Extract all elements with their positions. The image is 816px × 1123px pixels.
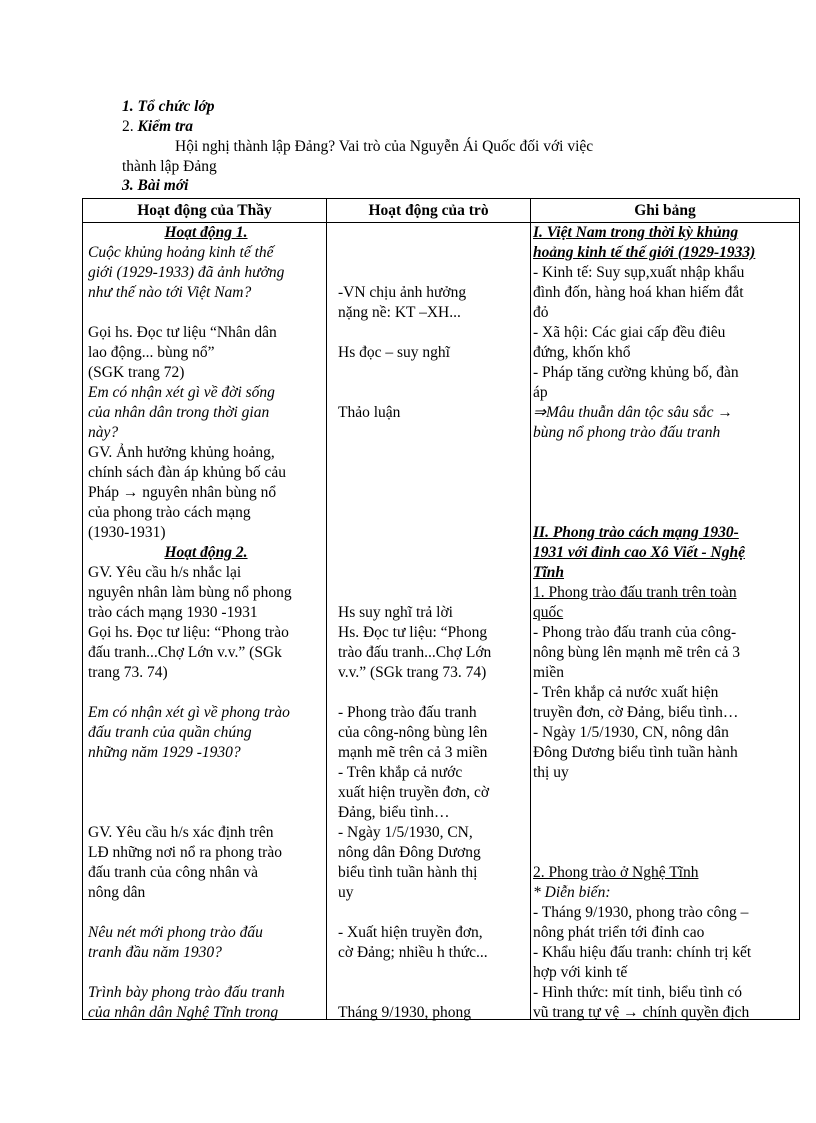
section-check-number: 2.: [122, 118, 138, 135]
col1-line: [88, 963, 324, 983]
col3-line: [533, 823, 797, 843]
col3-line: I. Việt Nam trong thời kỳ khủng: [533, 224, 739, 241]
col2-line: [338, 523, 528, 543]
col3-line: bùng nổ phong trào đấu tranh: [533, 424, 721, 441]
col1-line: [88, 763, 324, 783]
col2-line: -VN chịu ảnh hưởng: [338, 284, 467, 301]
col1-line: này?: [88, 424, 119, 441]
col2-line: Đảng, biểu tình…: [338, 804, 450, 821]
header-teacher: Hoạt động của Thầy: [137, 202, 272, 219]
col2-line: [338, 563, 528, 583]
board-column: [533, 223, 797, 1023]
col2-line: [338, 483, 528, 503]
col3-line: - Xã hội: Các giai cấp đều điêu: [533, 324, 726, 341]
col1-line: trang 73. 74): [88, 664, 168, 681]
col3-line: [533, 443, 797, 463]
col3-line: [533, 483, 797, 503]
col2-line: v.v.” (SGk trang 73. 74): [338, 664, 487, 681]
col2-line: cờ Đảng; nhiều h thức...: [338, 944, 488, 961]
col1-line: nguyên nhân làm bùng nổ phong: [88, 584, 292, 601]
col3-line: miền: [533, 664, 564, 681]
col2-line: [338, 223, 528, 243]
col2-line: Hs suy nghĩ trả lời: [338, 604, 453, 621]
col3-line: đỏ: [533, 304, 549, 321]
col1-line: [88, 783, 324, 803]
col1-line: nông dân: [88, 884, 146, 901]
col2-line: biểu tình tuần hành thị: [338, 864, 478, 881]
section-org-class: 1. Tổ chức lớp: [122, 98, 215, 115]
col3-line: 1. Phong trào đấu tranh trên toàn: [533, 584, 737, 601]
col1-line: như thế nào tới Việt Nam?: [88, 284, 252, 301]
col1-line: Cuộc khủng hoảng kinh tế thế: [88, 244, 274, 261]
col1-line: [88, 803, 324, 823]
lesson-table: [82, 198, 800, 1020]
col3-line: * Diễn biến:: [533, 884, 611, 901]
col1-line: [88, 903, 324, 923]
col3-line: [533, 783, 797, 803]
header-board: Ghi bảng: [634, 202, 696, 219]
col1-line: của nhân dân Nghệ Tĩnh trong: [88, 1004, 279, 1021]
col1-line: Em có nhận xét gì về đời sống: [88, 384, 275, 401]
col2-line: của công-nông bùng lên: [338, 724, 488, 741]
col1-line: đấu tranh của công nhân và: [88, 864, 259, 881]
col3-line: ⇒Mâu thuẫn dân tộc sâu sắc →: [533, 404, 733, 421]
col2-line: [338, 363, 528, 383]
col3-line: đứng, khốn khổ: [533, 344, 631, 361]
col2-line: [338, 503, 528, 523]
col3-line: - Pháp tăng cường khủng bố, đàn: [533, 364, 739, 381]
col2-line: - Trên khắp cả nước: [338, 764, 463, 781]
col2-line: [338, 383, 528, 403]
col2-line: [338, 683, 528, 703]
col1-line: Nêu nét mới phong trào đấu: [88, 924, 263, 941]
col2-line: [338, 903, 528, 923]
col3-line: - Hình thức: mít tinh, biểu tình có: [533, 984, 743, 1001]
col3-line: Đông Dương biểu tình tuần hành: [533, 744, 738, 761]
col2-line: [338, 423, 528, 443]
col3-line: II. Phong trào cách mạng 1930-: [533, 524, 739, 541]
section-check: [122, 117, 193, 137]
col2-line: [338, 583, 528, 603]
col2-line: - Xuất hiện truyền đơn,: [338, 924, 483, 941]
col3-line: Tĩnh: [533, 564, 565, 581]
col1-line: [88, 683, 324, 703]
col1-line: Gọi hs. Đọc tư liệu: “Phong trào: [88, 624, 289, 641]
col1-line: đấu tranh...Chợ Lớn v.v.” (SGk: [88, 644, 282, 661]
col1-line: tranh đầu năm 1930?: [88, 944, 222, 961]
col1-line: Gọi hs. Đọc tư liệu “Nhân dân: [88, 324, 277, 341]
col1-line: (SGK trang 72): [88, 364, 185, 381]
col3-line: vũ trang tự vệ → chính quyền địch: [533, 1004, 750, 1021]
col3-line: đình đốn, hàng hoá khan hiếm đắt: [533, 284, 744, 301]
col1-line: trào cách mạng 1930 -1931: [88, 604, 258, 621]
col3-line: truyền đơn, cờ Đảng, biểu tình…: [533, 704, 739, 721]
col3-line: - Khẩu hiệu đấu tranh: chính trị kết: [533, 944, 752, 961]
col1-line: của nhân dân trong thời gian: [88, 404, 270, 421]
col1-line: chính sách đàn áp khủng bố cảu: [88, 464, 286, 481]
col1-line: (1930-1931): [88, 524, 166, 541]
col3-line: hợp với kinh tế: [533, 964, 628, 981]
col3-line: áp: [533, 384, 548, 401]
col3-line: - Tháng 9/1930, phong trào công –: [533, 904, 749, 921]
col3-line: [533, 503, 797, 523]
col2-line: uy: [338, 884, 354, 901]
col1-line: Pháp → nguyên nhân bùng nổ: [88, 484, 277, 501]
col2-line: [338, 963, 528, 983]
col2-line: - Ngày 1/5/1930, CN,: [338, 824, 473, 841]
col1-line: GV. Yêu cầu h/s xác định trên: [88, 824, 274, 841]
col2-line: [338, 443, 528, 463]
col3-line: [533, 843, 797, 863]
col3-line: - Ngày 1/5/1930, CN, nông dân: [533, 724, 729, 741]
col3-line: [533, 803, 797, 823]
header-student: Hoạt động của trò: [368, 202, 489, 219]
col1-line: đấu tranh của quần chúng: [88, 724, 252, 741]
col3-line: hoảng kinh tế thế giới (1929-1933): [533, 244, 756, 261]
student-column: [338, 223, 528, 1023]
col2-line: Thảo luận: [338, 404, 401, 421]
teacher-column: [88, 223, 324, 1023]
col2-line: nông dân Đông Dương: [338, 844, 481, 861]
col2-line: nặng nề: KT –XH...: [338, 304, 461, 321]
col2-line: [338, 463, 528, 483]
col2-line: Tháng 9/1930, phong: [338, 1004, 472, 1021]
col1-line: GV. Ảnh hưởng khủng hoảng,: [88, 444, 275, 461]
col2-line: [338, 543, 528, 563]
section-check-label: Kiểm tra: [137, 118, 194, 135]
col2-line: [338, 263, 528, 283]
check-question-line2: thành lập Đảng: [122, 158, 217, 175]
col2-line: Hs đọc – suy nghĩ: [338, 344, 450, 361]
col2-line: trào đấu tranh...Chợ Lớn: [338, 644, 492, 661]
col1-line: Trình bày phong trào đấu tranh: [88, 984, 285, 1001]
col2-line: mạnh mẽ trên cả 3 miền: [338, 744, 488, 761]
col3-line: 2. Phong trào ở Nghệ Tĩnh: [533, 864, 699, 881]
col3-line: nông bùng lên mạnh mẽ trên cả 3: [533, 644, 741, 661]
col2-line: xuất hiện truyền đơn, cờ: [338, 784, 490, 801]
col1-line: giới (1929-1933) đã ảnh hưởng: [88, 264, 285, 281]
col1-line: Hoạt động 1.: [164, 224, 248, 241]
col2-line: [338, 983, 528, 1003]
col1-line: Em có nhận xét gì về phong trào: [88, 704, 290, 721]
col3-line: nông phát triển tới đỉnh cao: [533, 924, 705, 941]
col3-line: - Trên khắp cả nước xuất hiện: [533, 684, 719, 701]
col1-line: của phong trào cách mạng: [88, 504, 251, 521]
column-divider: [530, 199, 531, 1019]
col2-line: [338, 323, 528, 343]
col3-line: - Phong trào đấu tranh của công-: [533, 624, 737, 641]
col1-line: LĐ những nơi nổ ra phong trào: [88, 844, 282, 861]
col1-line: GV. Yêu cầu h/s nhắc lại: [88, 564, 242, 581]
col3-line: thị uy: [533, 764, 569, 781]
col3-line: 1931 với đỉnh cao Xô Viết - Nghệ: [533, 544, 745, 561]
col2-line: [338, 243, 528, 263]
col1-line: Hoạt động 2.: [164, 544, 248, 561]
section-new-lesson: 3. Bài mới: [122, 177, 189, 194]
col3-line: [533, 463, 797, 483]
col3-line: - Kinh tế: Suy sụp,xuất nhập khẩu: [533, 264, 745, 281]
check-question-line1: Hội nghị thành lập Đảng? Vai trò của Nguyễn Ái Quốc đối với việc: [175, 138, 594, 155]
col1-line: những năm 1929 -1930?: [88, 744, 241, 761]
col3-line: quốc: [533, 604, 564, 621]
col2-line: - Phong trào đấu tranh: [338, 704, 477, 721]
col1-line: [88, 303, 324, 323]
column-divider: [326, 199, 327, 1019]
col2-line: Hs. Đọc tư liệu: “Phong: [338, 624, 488, 641]
col1-line: lao động... bùng nổ”: [88, 344, 215, 361]
